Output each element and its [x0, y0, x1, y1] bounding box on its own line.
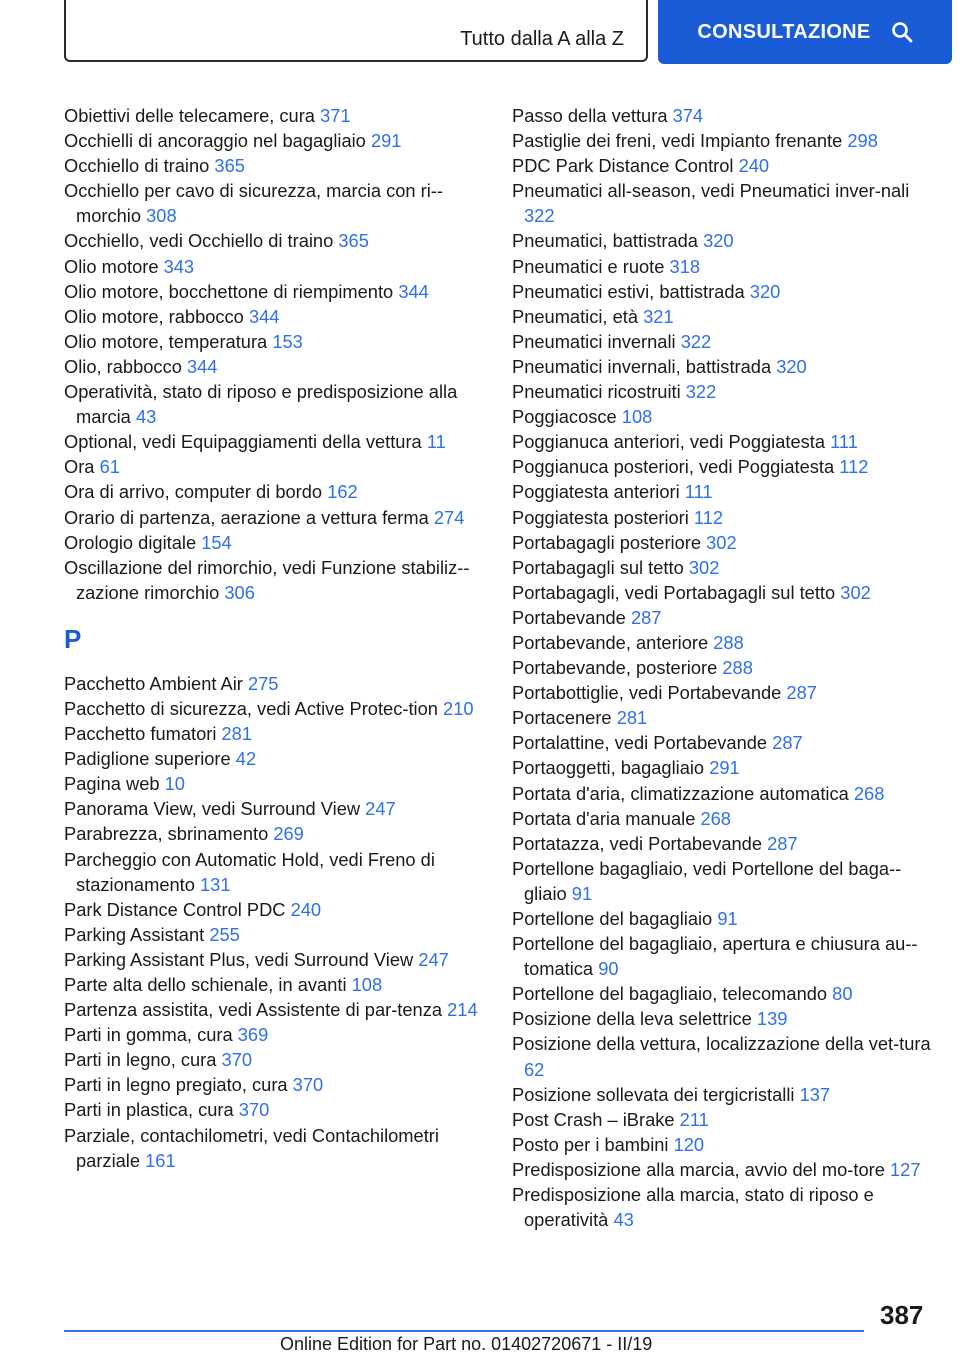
page-reference-link[interactable]: 318 — [669, 255, 701, 277]
index-entry — [64, 821, 484, 846]
page-reference-link[interactable]: 211 — [679, 1108, 709, 1130]
index-entry-text: Portatazza, vedi Portabevande — [512, 832, 763, 854]
index-entry-text: Posizione della leva selettrice — [512, 1008, 752, 1030]
page-reference-link[interactable]: 153 — [272, 330, 303, 352]
index-entry — [64, 354, 484, 379]
page-reference-link[interactable]: 343 — [163, 255, 195, 277]
page-reference-link[interactable]: 240 — [738, 155, 770, 177]
page-reference-link[interactable]: 344 — [248, 305, 280, 327]
index-entry-text: Posizione della vettura, localizzazione della vet-tura — [512, 1033, 931, 1055]
page-reference-link[interactable]: 112 — [839, 456, 869, 478]
index-entry-text: Parti in legno pregiato, cura — [64, 1074, 288, 1096]
index-entry — [512, 781, 932, 806]
index-entry-text: Portabevande, anteriore — [512, 631, 709, 653]
section-tab[interactable] — [64, 0, 648, 62]
page-reference-link[interactable]: 322 — [685, 381, 717, 403]
page-reference-link[interactable]: 298 — [847, 130, 878, 152]
page-reference-link[interactable]: 320 — [776, 355, 807, 377]
index-entry — [512, 931, 932, 981]
page-reference-link[interactable]: 268 — [700, 807, 731, 829]
page-reference-link[interactable]: 268 — [853, 782, 885, 804]
index-entry — [64, 1072, 484, 1097]
index-entry-text: Pneumatici invernali — [512, 330, 676, 352]
page-reference-link[interactable]: 42 — [235, 748, 257, 770]
index-entry — [64, 153, 484, 178]
index-entry-text: Olio, rabbocco — [64, 355, 182, 377]
index-entry-text: Parabrezza, sbrinamento — [64, 823, 269, 845]
index-entry-text: Orologio digitale — [64, 531, 197, 553]
index-entry-text: Panorama View, vedi Surround View — [64, 798, 361, 820]
page-reference-link[interactable]: 43 — [613, 1209, 634, 1231]
page-reference-link[interactable]: 108 — [351, 974, 383, 995]
index-entry-text: Portacenere — [512, 707, 612, 729]
page-reference-link[interactable]: 306 — [224, 581, 255, 603]
index-entry — [512, 1031, 932, 1081]
index-entry-text: Portabevande, posteriore — [512, 657, 718, 679]
index-entry — [512, 228, 932, 253]
index-entry-text: Portellone del bagagliaio, apertura e chiusura au-tomatica — [512, 933, 918, 980]
index-entry-text: Pagina web — [64, 773, 160, 795]
index-entry-text: Passo della vettura — [512, 105, 668, 126]
page-reference-link[interactable]: 320 — [749, 280, 781, 302]
index-entry-text: Portabottiglie, vedi Portabevande — [512, 682, 782, 704]
page-reference-link[interactable]: 11 — [426, 431, 446, 453]
index-entry — [512, 404, 932, 429]
index-entry — [64, 128, 484, 153]
index-entry — [512, 379, 932, 404]
index-entry-text: Parking Assistant — [64, 923, 205, 945]
index-entry-text: Poggianuca posteriori, vedi Poggiatesta — [512, 456, 835, 478]
index-column-left — [64, 103, 484, 1173]
index-entry-text: Oscillazione del rimorchio, vedi Funzione stabiliz-zazione rimorchio — [64, 556, 470, 603]
index-entry — [64, 555, 484, 605]
page-reference-link[interactable]: 240 — [290, 898, 322, 920]
index-entry — [512, 454, 932, 479]
page-reference-link[interactable]: 112 — [693, 506, 724, 528]
page-header — [0, 0, 960, 66]
page-reference-link[interactable]: 80 — [832, 983, 853, 1005]
index-entry-text: Parking Assistant Plus, vedi Surround View — [64, 948, 414, 970]
page-reference-link[interactable]: 302 — [706, 531, 737, 553]
page-reference-link[interactable]: 154 — [201, 531, 232, 553]
index-entry — [64, 972, 484, 997]
index-entry-text: Portellone del bagagliaio, telecomando — [512, 983, 828, 1005]
index-entry — [64, 947, 484, 972]
page-reference-link[interactable]: 374 — [672, 105, 704, 126]
index-entry-text: Post Crash – iBrake — [512, 1108, 675, 1130]
page-reference-link[interactable]: 275 — [247, 672, 279, 694]
page-reference-link[interactable]: 281 — [616, 707, 648, 729]
index-entry-text: Parti in legno, cura — [64, 1049, 217, 1071]
page-reference-link[interactable]: 288 — [713, 631, 744, 653]
page-reference-link[interactable]: 91 — [571, 882, 593, 904]
index-entry-text: Occhiello, vedi Occhiello di traino — [64, 230, 334, 252]
index-entry-text: Parte alta dello schienale, in avanti — [64, 974, 347, 995]
page-reference-link[interactable]: 62 — [524, 1058, 545, 1080]
index-entry — [512, 755, 932, 780]
index-entry — [512, 1006, 932, 1031]
page-reference-link[interactable]: 320 — [703, 230, 734, 252]
index-entry — [64, 847, 484, 897]
page-reference-link[interactable]: 287 — [786, 682, 817, 704]
page-reference-link[interactable]: 10 — [164, 773, 185, 795]
index-entry — [512, 580, 932, 605]
page-reference-link[interactable]: 269 — [273, 823, 304, 845]
page-reference-link[interactable]: 281 — [221, 723, 253, 745]
index-entry — [64, 254, 484, 279]
index-entry-text: Poggiacosce — [512, 406, 617, 428]
page-reference-link[interactable]: 369 — [237, 1024, 269, 1046]
index-entry-text: Olio motore, temperatura — [64, 330, 268, 352]
index-entry — [512, 1132, 932, 1157]
page-reference-link[interactable]: 127 — [890, 1158, 921, 1180]
index-entry-text: Portabagagli sul tetto — [512, 556, 684, 578]
index-column-right — [512, 103, 932, 1232]
page-reference-link[interactable]: 137 — [799, 1083, 831, 1105]
page-reference-link[interactable]: 247 — [418, 948, 449, 970]
index-entry-text: Operatività, stato di riposo e predisposizione alla marcia — [64, 381, 458, 428]
index-entry-text: Parziale, contachilometri, vedi Contachilometri parziale — [64, 1124, 439, 1171]
index-entry-text: Park Distance Control PDC — [64, 898, 286, 920]
index-entry — [64, 671, 484, 696]
search-icon — [891, 21, 913, 43]
index-entry — [512, 329, 932, 354]
index-entry — [64, 530, 484, 555]
page-reference-link[interactable]: 308 — [146, 205, 177, 227]
page-reference-link[interactable]: 255 — [209, 923, 240, 945]
index-entry-text: Portaoggetti, bagagliaio — [512, 757, 705, 779]
index-entry — [512, 103, 932, 128]
index-entry — [512, 254, 932, 279]
index-entry — [64, 304, 484, 329]
index-letter-heading: P — [64, 623, 82, 654]
index-entry — [512, 981, 932, 1006]
page-reference-link[interactable]: 344 — [398, 280, 429, 302]
index-entry — [64, 696, 484, 721]
page-reference-link[interactable]: 291 — [709, 757, 740, 779]
index-entry — [512, 680, 932, 705]
index-entry — [512, 1157, 932, 1182]
index-entry-text: Posizione sollevata dei tergicristalli — [512, 1083, 795, 1105]
page-reference-link[interactable]: 43 — [135, 406, 157, 428]
index-entry-text: Padiglione superiore — [64, 748, 231, 770]
index-entry — [64, 922, 484, 947]
index-entry-text: Poggianuca anteriori, vedi Poggiatesta — [512, 431, 826, 453]
page-reference-link[interactable]: 210 — [443, 697, 474, 719]
consultazione-button[interactable] — [658, 0, 952, 64]
index-entry-text: Pacchetto Ambient Air — [64, 672, 243, 694]
index-entry-text: Predisposizione alla marcia, stato di riposo e operatività — [512, 1184, 874, 1231]
page-reference-link[interactable]: 302 — [840, 581, 871, 603]
index-entry-text: Pacchetto fumatori — [64, 723, 217, 745]
page-reference-link[interactable]: 162 — [327, 481, 358, 503]
index-entry — [512, 655, 932, 680]
index-entry — [64, 479, 484, 504]
index-entry — [512, 354, 932, 379]
index-entry-text: Portabevande — [512, 606, 626, 628]
index-entry — [512, 806, 932, 831]
index-entry-text: Optional, vedi Equipaggiamenti della vettura — [64, 431, 422, 453]
page-reference-link[interactable]: 274 — [433, 506, 465, 528]
page-reference-link[interactable]: 247 — [365, 798, 396, 820]
index-entry — [512, 429, 932, 454]
index-entry-text: Poggiatesta posteriori — [512, 506, 689, 528]
index-entry-text: Pastiglie dei freni, vedi Impianto frenante — [512, 130, 843, 152]
index-entry-text: Portata d'aria manuale — [512, 807, 696, 829]
page-reference-link[interactable]: 370 — [221, 1049, 253, 1071]
page-reference-link[interactable]: 287 — [630, 606, 662, 628]
index-entry — [64, 1022, 484, 1047]
index-entry — [64, 454, 484, 479]
index-entry-text: Pneumatici, età — [512, 305, 639, 327]
index-entry — [512, 1182, 932, 1232]
index-entry — [512, 153, 932, 178]
index-entry-text: Portabagagli, vedi Portabagagli sul tetto — [512, 581, 836, 603]
index-entry-text: Pneumatici ricostruiti — [512, 381, 681, 403]
index-entry-text: Olio motore, bocchettone di riempimento — [64, 280, 394, 302]
index-entry — [64, 429, 484, 454]
page-reference-link[interactable]: 214 — [447, 999, 478, 1021]
index-entry — [64, 746, 484, 771]
index-entry-text: Poggiatesta anteriori — [512, 481, 680, 503]
page-reference-link[interactable]: 344 — [186, 355, 218, 377]
page-reference-link[interactable]: 288 — [722, 657, 753, 679]
index-entry — [512, 630, 932, 655]
index-entry-text: Parcheggio con Automatic Hold, vedi Freno di stazionamento — [64, 848, 435, 895]
index-entry-text: Pneumatici all-season, vedi Pneumatici inver-nali — [512, 180, 910, 202]
page-reference-link[interactable]: 108 — [621, 406, 653, 428]
page-reference-link[interactable]: 91 — [717, 908, 738, 929]
index-entry — [64, 1097, 484, 1122]
index-entry — [64, 379, 484, 429]
index-entry-text: PDC Park Distance Control — [512, 155, 734, 177]
page-reference-link[interactable]: 365 — [214, 155, 245, 177]
page-reference-link[interactable]: 302 — [688, 556, 720, 578]
index-entry — [512, 128, 932, 153]
index-entry — [512, 505, 932, 530]
index-entry-text: Portellone bagagliaio, vedi Portellone del baga-gliaio — [512, 857, 902, 904]
index-entry — [512, 479, 932, 504]
index-entry — [512, 1107, 932, 1132]
footer-divider — [64, 1330, 864, 1332]
index-entry-text: Obiettivi delle telecamere, cura — [64, 105, 315, 126]
index-entry — [64, 1123, 484, 1173]
index-entry — [512, 304, 932, 329]
page-reference-link[interactable]: 365 — [338, 230, 369, 252]
index-entry-text: Predisposizione alla marcia, avvio del mo-tore — [512, 1158, 885, 1180]
index-entry — [512, 705, 932, 730]
index-entry-text: Portata d'aria, climatizzazione automatica — [512, 782, 849, 804]
page-number: 387 — [880, 1300, 924, 1330]
page-reference-link[interactable]: 291 — [370, 130, 402, 152]
index-entry-text: Olio motore, rabbocco — [64, 305, 244, 327]
index-entry — [512, 555, 932, 580]
index-entry-text: Portellone del bagagliaio — [512, 908, 713, 929]
index-entry-text: Parti in plastica, cura — [64, 1099, 234, 1121]
index-entry — [64, 505, 484, 530]
page-reference-link[interactable]: 321 — [643, 305, 674, 327]
page-reference-link[interactable]: 161 — [145, 1149, 176, 1171]
index-entry — [64, 279, 484, 304]
index-entry-text: Pneumatici, battistrada — [512, 230, 698, 252]
page-reference-link[interactable]: 370 — [238, 1099, 270, 1121]
index-entry — [64, 228, 484, 253]
index-entry-text: Parti in gomma, cura — [64, 1024, 233, 1046]
index-entry — [512, 605, 932, 630]
index-entry — [512, 856, 932, 906]
index-entry-text: Partenza assistita, vedi Assistente di par-tenza — [64, 999, 443, 1021]
index-entry — [512, 279, 932, 304]
page-reference-link[interactable]: 370 — [292, 1074, 324, 1096]
edition-info: Online Edition for Part no. 01402720671 - II/19 — [280, 1334, 653, 1354]
index-entry — [512, 1082, 932, 1107]
page-reference-link[interactable]: 120 — [673, 1133, 705, 1155]
index-entry-text: Portalattine, vedi Portabevande — [512, 732, 768, 754]
index-entry-text: Posto per i bambini — [512, 1133, 669, 1155]
index-entry — [64, 771, 484, 796]
page-reference-link[interactable]: 322 — [680, 330, 712, 352]
page-reference-link[interactable]: 322 — [524, 205, 555, 227]
index-entry-text: Occhiello di traino — [64, 155, 210, 177]
index-entry — [64, 796, 484, 821]
index-entry — [512, 831, 932, 856]
index-entry-text: Olio motore — [64, 255, 159, 277]
page-reference-link[interactable]: 111 — [830, 431, 858, 453]
index-entry — [64, 178, 484, 228]
index-entry — [64, 1047, 484, 1072]
index-entry — [64, 721, 484, 746]
page-reference-link[interactable]: 131 — [200, 873, 231, 895]
index-entry-text: Pacchetto di sicurezza, vedi Active Protec-tion — [64, 697, 438, 719]
index-entry — [512, 178, 932, 228]
index-entry-text: Ora — [64, 456, 95, 478]
index-entry-text: Pneumatici invernali, battistrada — [512, 355, 772, 377]
index-entry-text: Pneumatici estivi, battistrada — [512, 280, 745, 302]
consultazione-label: CONSULTAZIONE — [697, 20, 871, 43]
index-entry-text: Occhiello per cavo di sicurezza, marcia con ri-morchio — [64, 180, 443, 227]
index-entry-text: Ora di arrivo, computer di bordo — [64, 481, 323, 503]
index-entry — [64, 103, 484, 128]
index-entry — [512, 906, 932, 931]
page-reference-link[interactable]: 111 — [684, 481, 713, 503]
index-entry — [512, 730, 932, 755]
index-entry-text: Portabagagli posteriore — [512, 531, 702, 553]
section-title: Tutto dalla A alla Z — [460, 28, 624, 50]
index-entry-text: Occhielli di ancoraggio nel bagagliaio — [64, 130, 366, 152]
page-reference-link[interactable]: 61 — [99, 456, 120, 478]
index-entry — [64, 329, 484, 354]
page-reference-link[interactable]: 139 — [756, 1008, 788, 1030]
index-entry-text: Pneumatici e ruote — [512, 255, 665, 277]
page-reference-link[interactable]: 371 — [320, 105, 351, 126]
index-entry — [512, 530, 932, 555]
page-reference-link[interactable]: 287 — [767, 832, 798, 854]
page-reference-link[interactable]: 287 — [772, 732, 803, 754]
index-entry — [64, 897, 484, 922]
index-entry — [64, 997, 484, 1022]
page-reference-link[interactable]: 90 — [598, 958, 619, 980]
index-entry-text: Orario di partenza, aerazione a vettura ferma — [64, 506, 429, 528]
